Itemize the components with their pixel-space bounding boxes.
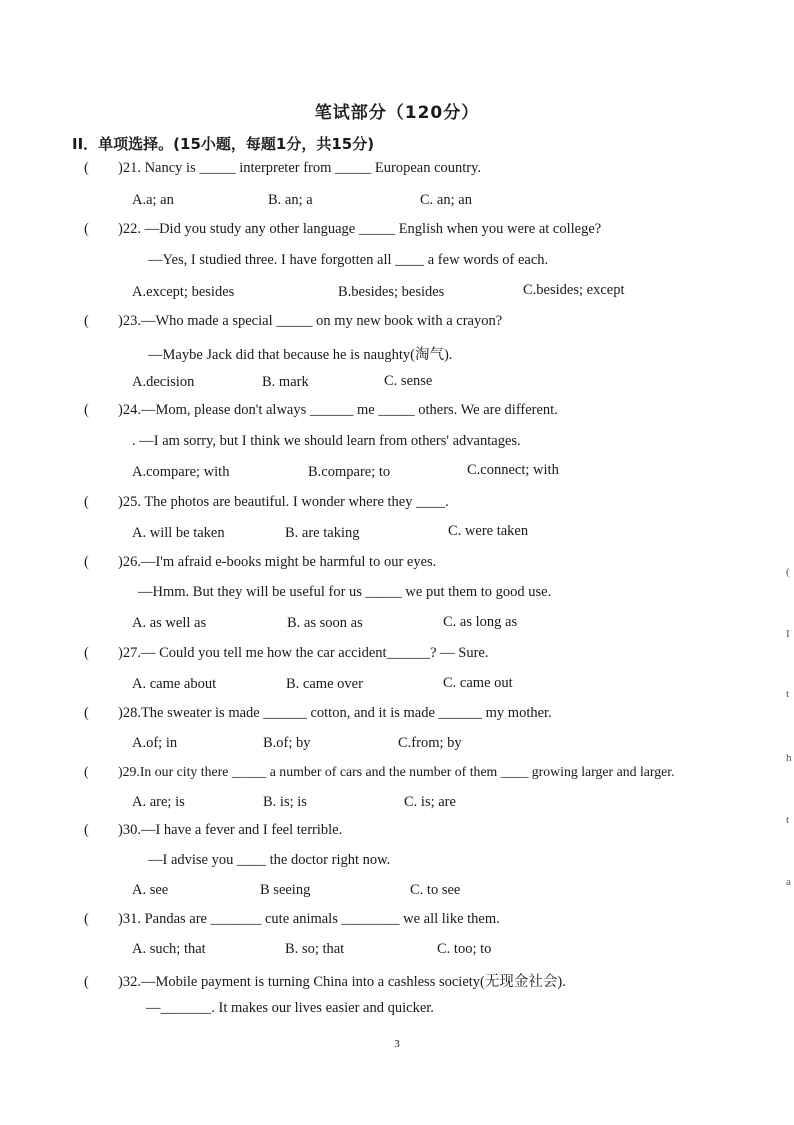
option-a: A.of; in bbox=[132, 735, 178, 751]
option-a: A. will be taken bbox=[132, 525, 225, 541]
question-stem: )27.— Could you tell me how the car accident______? — Sure. bbox=[118, 645, 489, 661]
question-23 bbox=[84, 313, 502, 330]
dialogue-line: —I advise you ____ the doctor right now. bbox=[148, 852, 391, 868]
answer-paren: ( bbox=[84, 554, 89, 570]
option-c: C. as long as bbox=[443, 614, 518, 630]
edge-mark: t bbox=[786, 688, 790, 700]
option-c: C. to see bbox=[410, 882, 461, 898]
answer-paren: ( bbox=[84, 494, 89, 510]
option-a: A.except; besides bbox=[132, 284, 235, 300]
page-title: 笔试部分（120分） bbox=[314, 103, 480, 123]
question-28 bbox=[84, 705, 552, 722]
question-stem: )32.—Mobile payment is turning China into a cashless society(无现金社会). bbox=[118, 974, 566, 990]
option-a: A.compare; with bbox=[132, 464, 230, 480]
answer-paren: ( bbox=[84, 705, 89, 721]
question-26 bbox=[84, 554, 436, 571]
dialogue-line: . —I am sorry, but I think we should learn from others' advantages. bbox=[132, 433, 521, 449]
question-stem: )23.—Who made a special _____ on my new book with a crayon? bbox=[118, 313, 503, 329]
question-22 bbox=[84, 221, 601, 238]
answer-paren: ( bbox=[84, 221, 89, 237]
section-heading: II．单项选择。(15小题，每题1分，共15分) bbox=[72, 135, 375, 153]
option-c: C. too; to bbox=[437, 941, 492, 957]
dialogue-line: —Maybe Jack did that because he is naughty(淘气). bbox=[148, 347, 453, 363]
option-c: C.from; by bbox=[398, 735, 462, 751]
question-stem: )21. Nancy is _____ interpreter from _____ European country. bbox=[118, 160, 482, 176]
option-b: B.of; by bbox=[263, 735, 311, 751]
question-25 bbox=[84, 494, 449, 511]
option-c: C.connect; with bbox=[467, 462, 559, 478]
option-b: B.besides; besides bbox=[338, 284, 445, 300]
question-29 bbox=[84, 764, 675, 780]
answer-paren: ( bbox=[84, 822, 89, 838]
option-b: B. came over bbox=[286, 676, 363, 692]
edge-mark: h bbox=[786, 752, 792, 764]
option-c: C.besides; except bbox=[523, 282, 625, 298]
question-32 bbox=[84, 970, 566, 991]
question-stem: )24.—Mom, please don't always ______ me _____ others. We are different. bbox=[118, 402, 558, 418]
option-a: A. such; that bbox=[132, 941, 206, 957]
answer-paren: ( bbox=[84, 160, 89, 176]
question-stem: )22. —Did you study any other language _____ English when you were at college? bbox=[118, 221, 602, 237]
answer-paren: ( bbox=[84, 911, 89, 927]
question-30 bbox=[84, 822, 342, 839]
edge-mark: a bbox=[786, 876, 791, 888]
option-b: B. are taking bbox=[285, 525, 360, 541]
option-b: B. is; is bbox=[263, 794, 307, 810]
answer-paren: ( bbox=[84, 645, 89, 661]
edge-mark: t bbox=[786, 814, 790, 826]
question-stem: )31. Pandas are _______ cute animals ________ we all like them. bbox=[118, 911, 500, 927]
answer-paren: ( bbox=[84, 974, 89, 990]
option-b: B. so; that bbox=[285, 941, 345, 957]
answer-paren: ( bbox=[84, 764, 89, 779]
option-a: A. came about bbox=[132, 676, 217, 692]
question-27 bbox=[84, 645, 488, 662]
question-stem: )30.—I have a fever and I feel terrible. bbox=[118, 822, 343, 838]
page-number: 3 bbox=[394, 1038, 400, 1050]
question-24 bbox=[84, 402, 558, 419]
option-c: C. sense bbox=[384, 373, 433, 389]
option-b: B. as soon as bbox=[287, 615, 363, 631]
option-c: C. is; are bbox=[404, 794, 456, 810]
question-stem: )25. The photos are beautiful. I wonder where they ____. bbox=[118, 494, 449, 510]
dialogue-line: —Hmm. But they will be useful for us _____ we put them to good use. bbox=[138, 584, 552, 600]
option-a: A. see bbox=[132, 882, 169, 898]
option-b: B.compare; to bbox=[308, 464, 391, 480]
dialogue-line: —Yes, I studied three. I have forgotten all ____ a few words of each. bbox=[148, 252, 549, 268]
option-c: C. an; an bbox=[420, 192, 472, 208]
option-a: A. as well as bbox=[132, 615, 207, 631]
question-stem: )28.The sweater is made ______ cotton, and it is made ______ my mother. bbox=[118, 705, 552, 721]
option-a: A.decision bbox=[132, 374, 195, 390]
question-stem: )29.In our city there _____ a number of cars and the number of them ____ growing larger and larger. bbox=[118, 764, 675, 779]
option-a: A.a; an bbox=[132, 192, 174, 208]
dialogue-line: —_______. It makes our lives easier and quicker. bbox=[146, 1000, 434, 1016]
answer-paren: ( bbox=[84, 402, 89, 418]
option-b: B seeing bbox=[260, 882, 311, 898]
option-c: C. were taken bbox=[448, 523, 529, 539]
option-b: B. an; a bbox=[268, 192, 313, 208]
option-a: A. are; is bbox=[132, 794, 185, 810]
question-stem: )26.—I'm afraid e-books might be harmful to our eyes. bbox=[118, 554, 437, 570]
option-c: C. came out bbox=[443, 675, 513, 691]
question-21 bbox=[84, 160, 481, 177]
option-b: B. mark bbox=[262, 374, 309, 390]
answer-paren: ( bbox=[84, 313, 89, 329]
edge-mark: I bbox=[786, 628, 790, 640]
question-31 bbox=[84, 911, 500, 928]
edge-mark: ( bbox=[786, 566, 790, 578]
